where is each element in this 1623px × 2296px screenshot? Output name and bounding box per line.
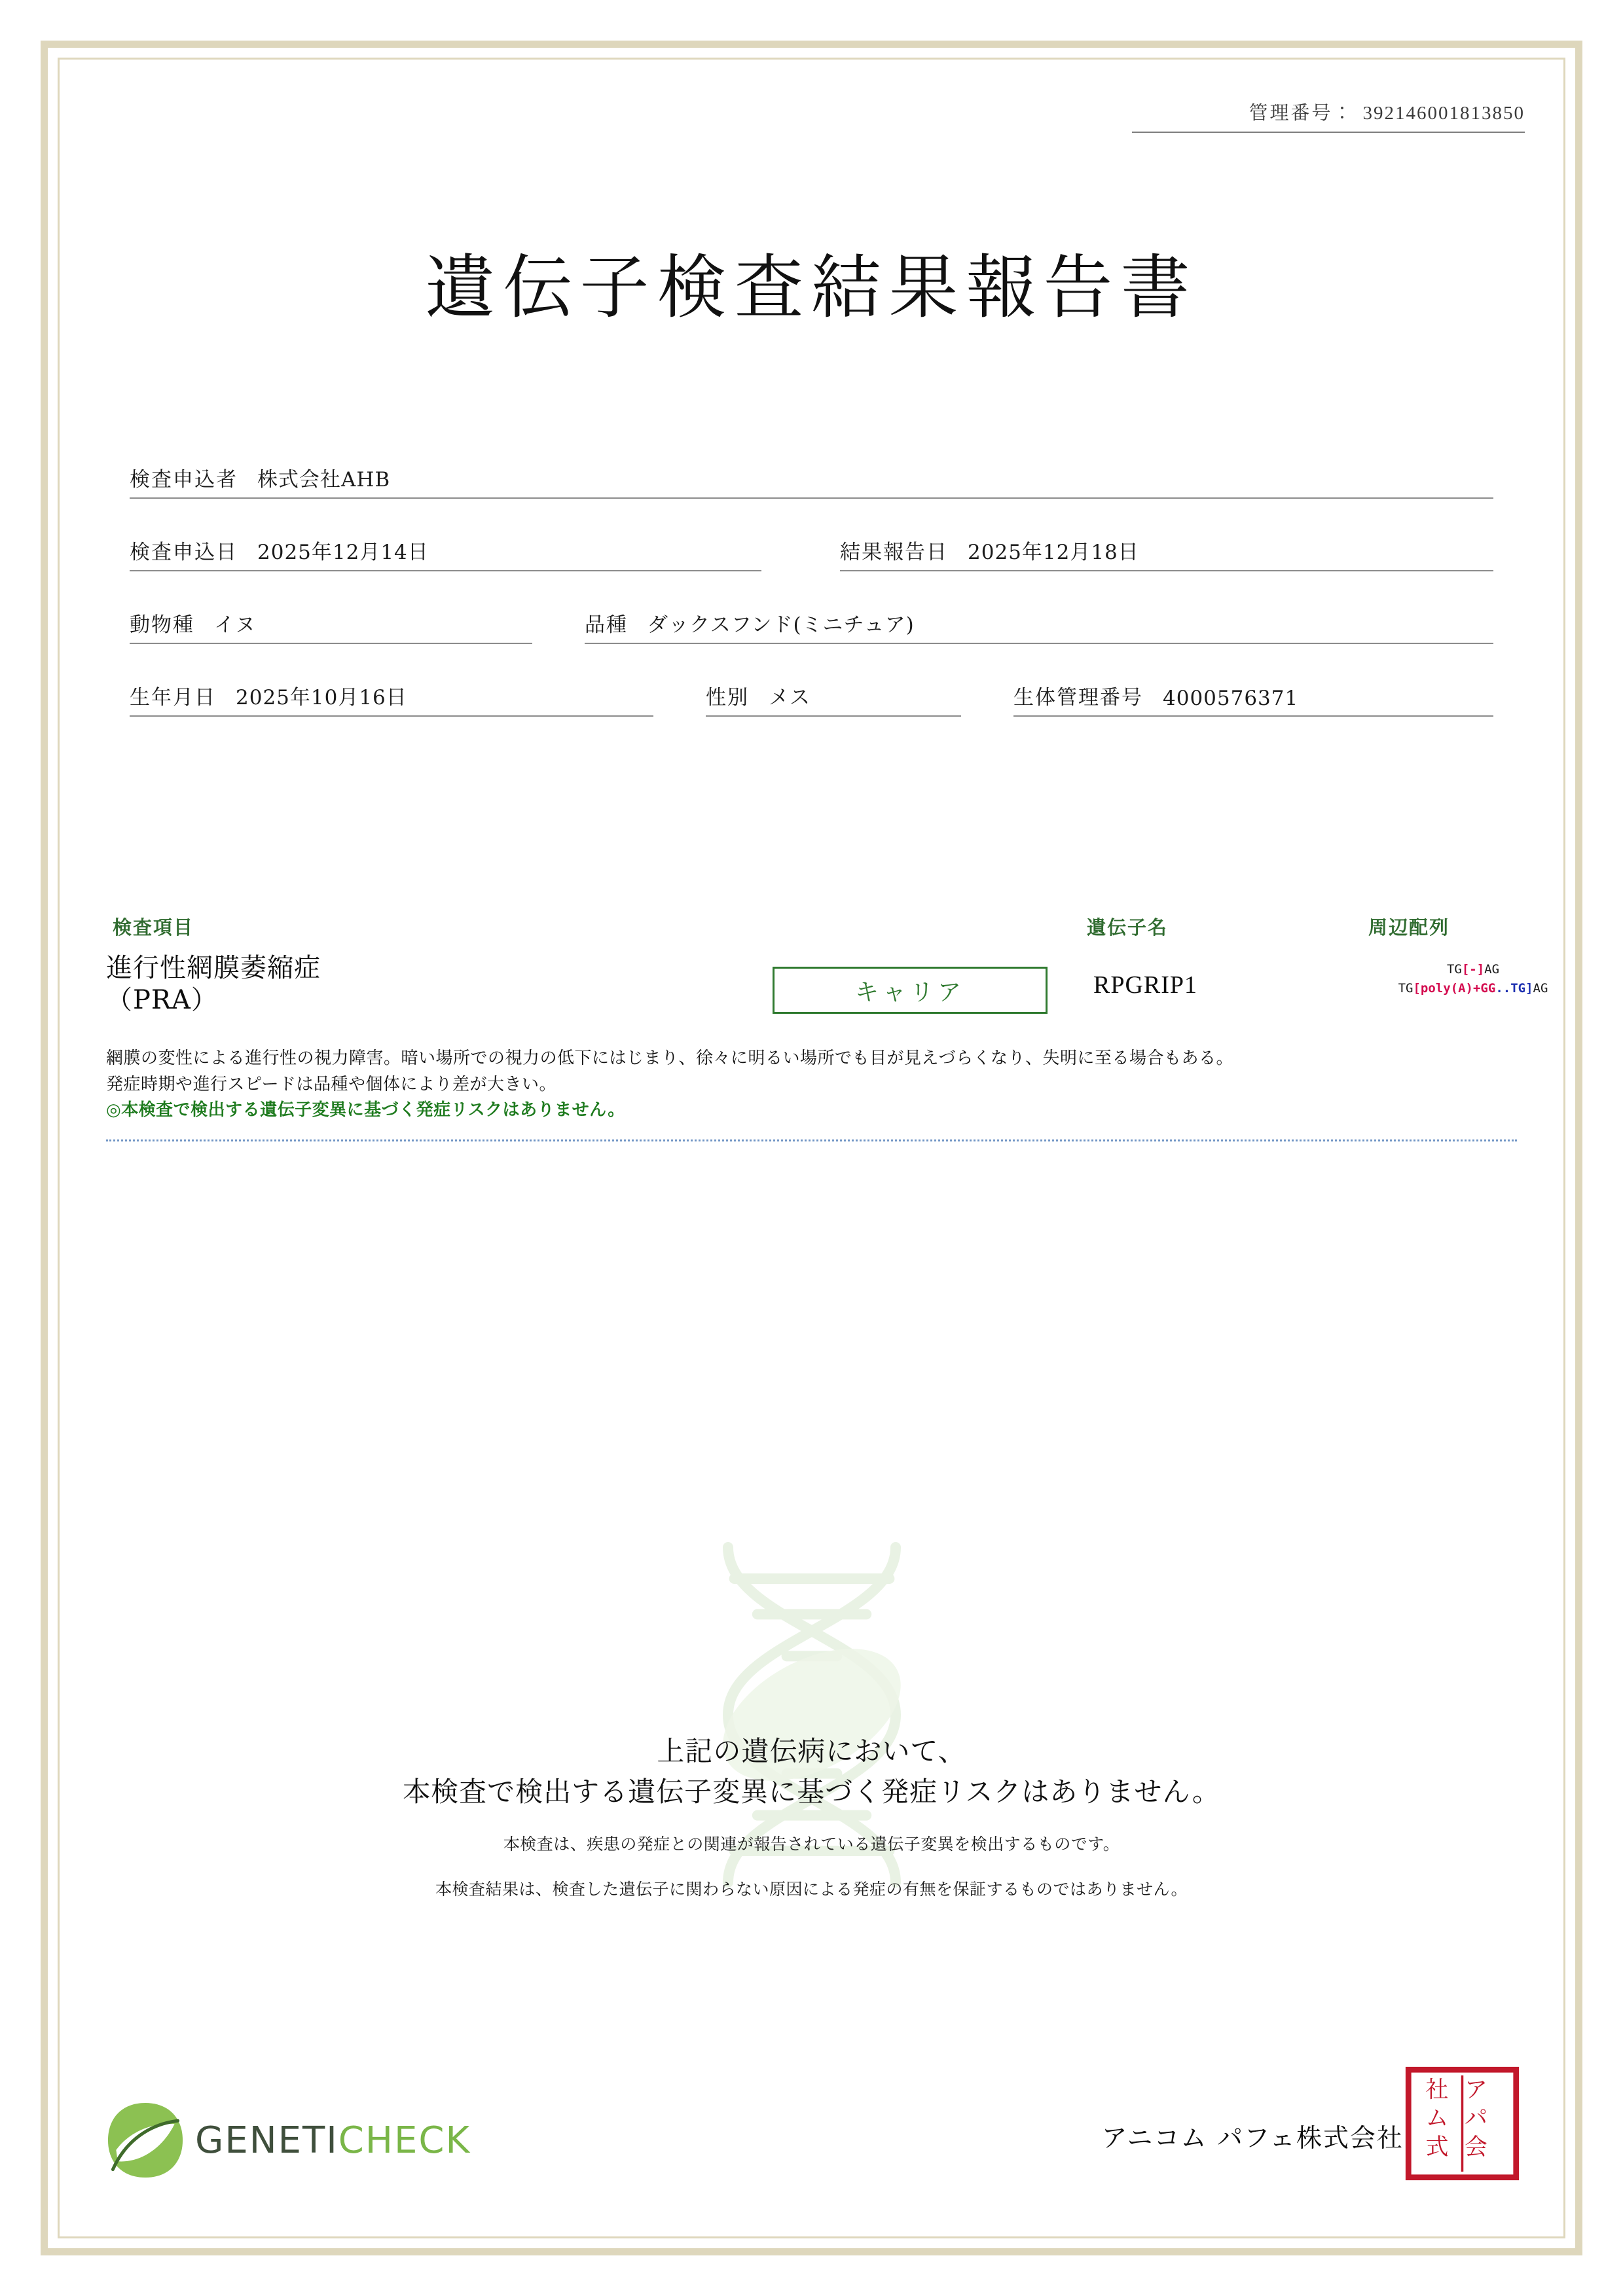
sex-value: メス	[769, 686, 811, 709]
seq-top-pre: TG	[1446, 962, 1462, 977]
company-seal-icon	[1405, 2066, 1520, 2181]
svg-text:ア: ア	[1464, 2077, 1488, 2104]
section-divider	[106, 1139, 1517, 1141]
result-section	[98, 913, 1548, 1141]
seq-bottom-a: [poly(A)+GG	[1413, 980, 1496, 996]
info-row-species	[130, 597, 1493, 644]
apply-date-label: 検査申込日	[130, 541, 238, 564]
sequence-block	[1336, 960, 1611, 997]
summary-block	[98, 1731, 1525, 1903]
leaf-logo-icon	[105, 2100, 186, 2181]
gene-name-value: RPGRIP1	[1093, 971, 1198, 999]
info-table	[130, 452, 1493, 742]
sequence-line-variant	[1336, 979, 1611, 998]
logo-text-geneti: GENETI	[195, 2119, 338, 2162]
description-line-2: 発症時期や進行スピードは品種や個体により差が大きい。	[106, 1074, 556, 1094]
verdict-text: キャリア	[854, 978, 965, 1006]
animal-id-label: 生体管理番号	[1013, 686, 1143, 709]
field-breed	[585, 597, 1493, 644]
page-footer	[98, 2063, 1525, 2200]
breed-value: ダックスフンド(ミニチュア)	[647, 613, 915, 637]
field-species	[130, 597, 532, 644]
field-animal-id	[1013, 670, 1493, 717]
field-sex	[706, 670, 961, 717]
column-header-gene-name: 遺伝子名	[1087, 916, 1169, 939]
disease-description	[98, 1046, 1525, 1124]
summary-note-2: 本検査結果は、検査した遺伝子に関わらない原因による発症の有無を保証するものではありません。	[435, 1880, 1188, 1899]
seq-bottom-b: ..TG]	[1495, 980, 1533, 996]
sex-label: 性別	[706, 686, 749, 709]
info-row-dates	[130, 524, 1493, 571]
birthdate-value: 2025年10月16日	[236, 686, 407, 709]
column-header-sequence: 周辺配列	[1368, 916, 1450, 939]
control-number	[1132, 98, 1525, 133]
disease-name-line2: （PRA）	[106, 984, 218, 1015]
report-date-value: 2025年12月18日	[968, 541, 1139, 564]
disease-name	[106, 952, 321, 1016]
svg-text:式: 式	[1425, 2134, 1449, 2161]
animal-id-value: 4000576371	[1163, 687, 1299, 710]
svg-text:社: 社	[1425, 2077, 1449, 2104]
summary-line-2: 本検査で検出する遺伝子変異に基づく発症リスクはありません。	[403, 1776, 1220, 1808]
seq-top-post: AG	[1484, 962, 1500, 977]
description-line-3: ◎本検査で検出する遺伝子変異に基づく発症リスクはありません。	[106, 1100, 625, 1121]
column-header-test-item: 検査項目	[113, 916, 194, 939]
birthdate-label: 生年月日	[130, 686, 216, 709]
verdict-badge	[773, 967, 1048, 1014]
disease-name-line1: 進行性網膜萎縮症	[106, 953, 321, 983]
info-row-birth	[130, 670, 1493, 717]
result-column-headers	[98, 913, 1525, 943]
logo-text-check: CHECK	[338, 2119, 471, 2162]
control-number-value: 392146001813850	[1362, 103, 1525, 124]
applicant-label: 検査申込者	[130, 468, 238, 492]
summary-note-1: 本検査は、疾患の発症との関連が報告されている遺伝子変異を検出するものです。	[503, 1835, 1120, 1854]
species-label: 動物種	[130, 613, 194, 637]
sequence-line-normal	[1336, 960, 1611, 979]
svg-text:パ: パ	[1464, 2106, 1488, 2132]
breed-label: 品種	[585, 613, 628, 637]
svg-text:ム: ム	[1425, 2106, 1449, 2132]
control-number-label: 管理番号：	[1249, 103, 1354, 124]
geneticheck-logo	[105, 2100, 471, 2181]
page-content	[98, 79, 1548, 2217]
info-row-applicant	[130, 452, 1493, 499]
description-line-1: 網膜の変性による進行性の視力障害。暗い場所での視力の低下にはじまり、徐々に明るい場所でも目が見えづらくなり、失明に至る場合もある。	[106, 1049, 1233, 1068]
field-report-date	[840, 524, 1493, 571]
seq-bottom-post: AG	[1533, 980, 1548, 996]
company-name: アニコム パフェ株式会社	[1101, 2124, 1404, 2153]
logo-wordmark	[195, 2119, 471, 2162]
seq-bottom-pre: TG	[1398, 980, 1413, 996]
report-date-label: 結果報告日	[840, 541, 948, 564]
result-row	[98, 952, 1548, 1034]
svg-text:会: 会	[1464, 2134, 1488, 2161]
apply-date-value: 2025年12月14日	[257, 541, 429, 564]
field-apply-date	[130, 524, 761, 571]
species-value: イヌ	[214, 613, 256, 637]
field-applicant	[130, 452, 1493, 499]
applicant-value: 株式会社AHB	[257, 468, 391, 492]
summary-line-1: 上記の遺伝病において、	[657, 1735, 966, 1767]
field-birthdate	[130, 670, 653, 717]
page-title: 遺伝子検査結果報告書	[425, 247, 1198, 328]
seq-top-mid: [-]	[1461, 962, 1485, 977]
